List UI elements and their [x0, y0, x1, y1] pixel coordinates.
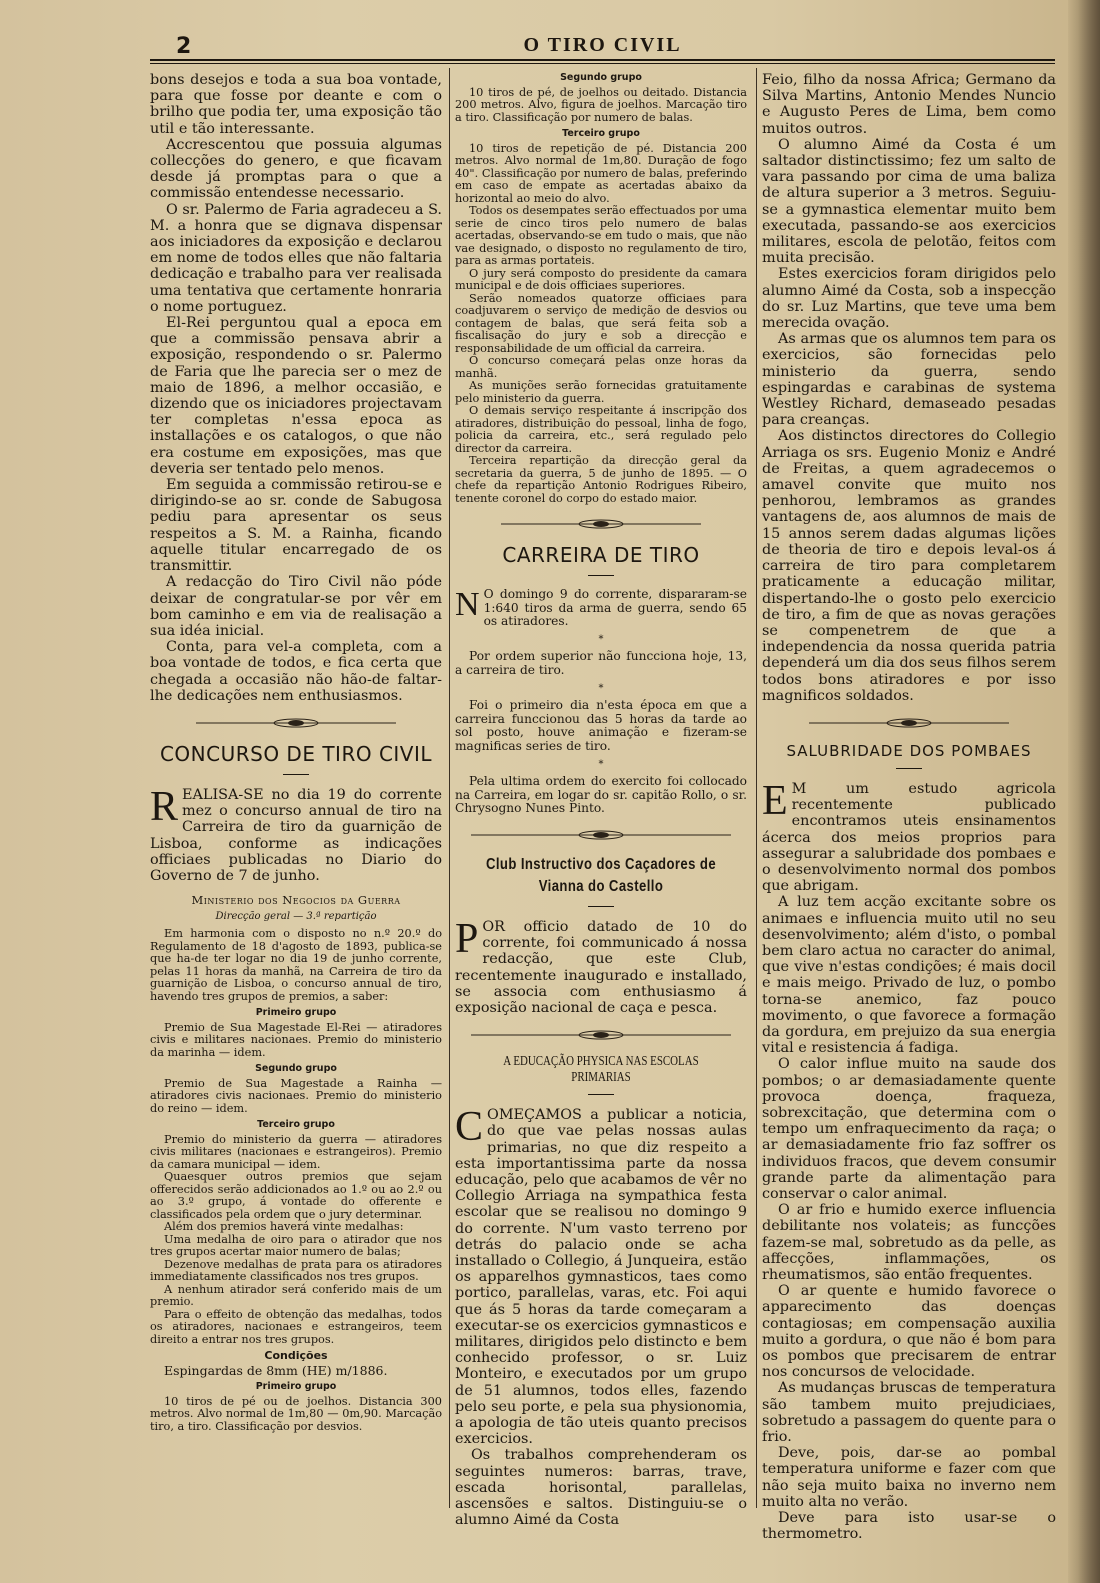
group-label: Terceiro grupo: [257, 1119, 335, 1131]
paragraph: EALISA-SE no dia 19 do corrente mez o concurso annual de tiro na Carreira de tiro da guarnição de Lisboa, conforme as indicações officiaes publicadas no Diario do Governo de 7 de junho.: [150, 786, 442, 884]
masthead: O TIRO CIVIL: [523, 34, 682, 56]
paragraph: Em seguida a commissão retirou-se e dirigindo-se ao sr. conde de Sabugosa pediu para apresentar os seus respeitos a S. M. a Rainha, ficando aquelle titular encarregado de os transmittir.: [150, 477, 442, 575]
paragraph: Deve, pois, dar-se ao pombal temperatura uniforme e fazer com que não seja muito baixa no inverno nem muito alta no verão.: [762, 1445, 1056, 1510]
carreira-notices: [455, 588, 747, 816]
paragraph: 10 tiros de pé, de joelhos ou deitado. Distancia 200 metros. Alvo, figura de joelhos. Marcação tiro a tiro. Classificação por numero de balas.: [455, 85, 747, 124]
paragraph: O ar quente e humido favorece o apparecimento das doenças contagiosas; em compensação auxilia muito a gordura, o que não é bom para os pombos que precisarem de entrar nos concursos de velocidade.: [762, 1283, 1056, 1381]
header-rule-thin: [150, 63, 1055, 64]
paragraph: A redacção do Tiro Civil não póde deixar de congratular-se por vêr em bom caminho e em via de realisação a sua idéa inicial.: [150, 574, 442, 639]
ministerio-heading: Ministerio dos Negocios da Guerra: [191, 893, 401, 908]
drop-cap: R: [150, 783, 179, 830]
paragraph: Todos os desempates serão effectuados por uma serie de cinco tiros pelo numero de balas acertadas, observando-se em tudo o mais, que não vae designado, o disposto no regulamento de tiro, para as armas portateis.: [455, 204, 747, 267]
paragraph: Os trabalhos comprehenderam os seguintes numeros: barras, trave, escada horisontal, parallelas, ascensões e saltos. Distinguiu-se o alumno Aimé da Costa: [455, 1447, 747, 1529]
group-label: Segundo grupo: [255, 1063, 337, 1075]
paragraph: Aos distinctos directores do Collegio Arriaga os srs. Eugenio Moniz e André de Freitas, a quem agradecemos o amavel convite que muito nos penhorou, lembramos as grandes vantagens de, aos alumnos de mais de 15 annos serem dadas algumas lições de theoria de tiro e depois leval-os á carreira de tiro para completarem praticamente a educação militar, dispertando-lhe o gosto pelo exercicio de tiro, a fim de que as novas gerações se compenetrem de que a independencia da nossa querida patria dependerá um dia dos seus filhos serem todos bons atiradores e por isso magnificos soldados.: [762, 428, 1056, 704]
paragraph: Dezenove medalhas de prata para os atiradores immediatamente classificados nos tres grupos.: [150, 1257, 442, 1284]
paragraph: Foi o primeiro dia n'esta época em que a carreira funccionou das 5 horas da tarde ao sol posto, houve animação e fizeram-se magnificas series de tiro.: [455, 698, 747, 753]
paragraph: Quaesquer outros premios que sejam offerecidos serão addicionados ao 1.º ou ao 2.º ou ao 3.º grupo, á vontade do offerente e classificados pela ordem que o jury determinar.: [150, 1170, 442, 1221]
paragraph: Premio do ministerio da guerra — atiradores civis militares (nacionaes e estrangeiros). Premio da camara municipal — idem.: [150, 1132, 442, 1171]
ornament-divider: [455, 1030, 747, 1044]
paragraph: M um estudo agricola recentemente publicado encontramos uteis ensinamentos ácerca dos meios proprios para assegurar a salubridade dos pombaes e o desenvolvimento normal dos pombos que abrigam.: [762, 780, 1056, 895]
paragraph: As munições serão fornecidas gratuitamente pelo ministerio da guerra.: [455, 379, 747, 405]
paragraph: Premio de Sua Magestade a Rainha — atiradores civis nacionaes. Premio do ministerio do reino — idem.: [150, 1076, 442, 1115]
salubridade-headline: SALUBRIDADE DOS POMBAES: [786, 741, 1032, 760]
group-label: Primeiro grupo: [255, 1381, 337, 1393]
paragraph: Em harmonia com o disposto no n.º 20.º do Regulamento de 18 d'agosto de 1893, publica-se que ha-de ter logar no dia 19 de junho corrente, pelas 11 horas da manhã, na Carreira de tiro da guarnição de Lisboa, o concurso annual de tiro, havendo tres grupos de premios, a saber:: [150, 927, 442, 1003]
paragraph: Além dos premios haverá vinte medalhas:: [164, 1220, 404, 1234]
column-separator: [449, 68, 450, 1508]
concurso-lead: [150, 783, 442, 884]
salubridade-article: [762, 777, 1056, 1543]
paragraph: OR officio datado de 10 do corrente, foi communicado á nossa redacção, que este Club, recentemente inaugurado e installado, se associa com enthusiasmo á exposição nacional de caça e pesca.: [455, 918, 747, 1016]
espingardas-line: Espingardas de 8mm (HE) m/1886.: [164, 1362, 388, 1378]
club-article: [455, 915, 747, 1016]
short-rule: [896, 768, 922, 769]
paragraph: Serão nomeados quatorze officiaes para coadjuvarem o serviço de medição de desvios ou contagem de balas, que será feita sob a fiscalisação do jury e sob a direcção e responsabilidade de um official da carreira.: [455, 291, 747, 355]
paragraph: Por ordem superior não funcciona hoje, 13, a carreira de tiro.: [455, 649, 747, 677]
paragraph: bons desejos e toda a sua boa vontade, para que fosse por deante e com o brilho que podia ter, uma exposição tão util e tão interessante.: [150, 72, 442, 137]
paragraph: A luz tem acção excitante sobre os animaes e influencia muito util no seu desenvolvimento; além d'isto, o pombal bem claro actua no caracter do animal, que vive n'estas condições; é mais docil e mais meigo. Privado de luz, o pombo torna-se anemico, faz pouco movimento, o que favorece a formação da gordura, em prejuizo da sua energia vital e resistencia á fadiga.: [762, 894, 1056, 1057]
page-edge-shadow: [1068, 0, 1100, 1583]
concurso-headline: CONCURSO DE TIRO CIVIL: [159, 741, 433, 766]
drop-cap: E: [762, 777, 788, 824]
paragraph: Para o effeito de obtenção das medalhas, todos os atiradores, nacionaes e estrangeiros, teem direito a entrar nos tres grupos.: [150, 1307, 442, 1346]
paragraph: Terceira repartição da direcção geral da secretaria da guerra, 5 de junho de 1895. — O chefe da repartição Antonio Rodrigues Ribeiro, tenente coronel do corpo do estado maior.: [455, 454, 747, 505]
paragraph: 10 tiros de pé ou de joelhos. Distancia 300 metros. Alvo normal de 1m,80 — 0m,90. Marcação tiro, a tiro. Classificação por desvios.: [150, 1394, 442, 1433]
page-header: [150, 34, 1055, 60]
paragraph: Accrescentou que possuia algumas collecções do genero, e que ficavam desde já promptas para o que a commissão entendesse necessario.: [150, 136, 442, 202]
carreira-headline: CARREIRA DE TIRO: [502, 543, 700, 567]
short-rule: [588, 575, 614, 576]
educacao-article: [455, 1104, 747, 1529]
star-separator: *: [598, 758, 604, 770]
star-separator: *: [598, 682, 604, 694]
column-separator: [756, 68, 757, 1508]
column-3: [762, 72, 1056, 1543]
paragraph: Deve para isto usar-se o thermometro.: [762, 1510, 1056, 1543]
short-rule: [588, 1094, 614, 1095]
paragraph: Premio de Sua Magestade El-Rei — atiradores civis e militares nacionaes. Premio do ministerio da marinha — idem.: [150, 1020, 442, 1059]
exposicao-continuation: [150, 72, 442, 704]
paragraph: El-Rei perguntou qual a epoca em que a commissão pensava abrir a exposição, respondendo o sr. Palermo de Faria que lhe parecia ser o mez de maio de 1896, a melhor occasião, e dizendo que os iniciadores projectavam ter completas n'essa epoca as installações e os catalogos, o que não era costume em exposições, mas que deveria ser tentado pelo menos.: [150, 315, 442, 477]
paragraph: 10 tiros de repetição de pé. Distancia 200 metros. Alvo normal de 1m,80. Duração de fogo 40". Classificação por numero de balas, preferindo em caso de empate as acertadas abaixo da horizontal ao meio do alvo.: [455, 141, 747, 205]
star-separator: *: [598, 633, 604, 645]
educacao-continuation: [762, 72, 1056, 704]
paragraph: O ar frio e humido exerce influencia debilitante nos volateis; as funcções fazem-se mal, sobretudo as da pelle, as affecções, inflammações, os rheumatismos, são então frequentes.: [762, 1202, 1056, 1284]
paragraph: O jury será composto do presidente da camara municipal e de dois officiaes superiores.: [455, 266, 747, 292]
paragraph: O sr. Palermo de Faria agradeceu a S. M. a honra que se dignava dispensar aos iniciadores da exposição e declarou em nome de todos elles que não faltaria dedicação e trabalho para ver realisada uma tentativa que certamente honraria o nome portuguez.: [150, 201, 442, 315]
paragraph: O alumno Aimé da Costa é um saltador distinctissimo; fez um salto de vara passando por cima de uma baliza de altura superior a 3 metros. Seguiu-se a gymnastica elementar muito bem executada, passando-se aos exercicios militares, escola de pelotão, feitos com muita precisão.: [762, 136, 1056, 267]
column-2: [455, 72, 747, 1529]
paragraph: Uma medalha de oiro para o atirador que nos tres grupos acertar maior numero de balas;: [150, 1232, 442, 1259]
drop-cap: P: [455, 915, 479, 962]
paragraph: Conta, para vel-a completa, com a boa vontade de todos, e fica certa que chegada a occasião não hão-de faltar-lhe dedicações nem enthusiasmos.: [150, 639, 442, 704]
paragraph: O demais serviço respeitante á inscripção dos atiradores, distribuição do pessoal, linha de fogo, policia da carreira, etc., será regulado pelo director da carreira.: [455, 404, 747, 455]
paragraph: O domingo 9 do corrente, dispararam-se 1:640 tiros da arma de guerra, sendo 65 os atiradores.: [483, 587, 747, 629]
ornament-divider: [150, 718, 442, 732]
paragraph: As armas que os alumnos tem para os exercicios, são fornecidas pelo ministerio da guerra, sendo espingardas e carabinas de systema Westley Richard, demaseado pesadas para creanças.: [762, 331, 1056, 429]
paragraph: O calor influe muito na saude dos pombos; o ar demasiadamente quente provoca doença, fraqueza, sobrexcitação, que determina com o tempo um enfraquecimento da raça; o ar demasiadamente frio faz soffrer os individuos fracos, que devem consumir grande parte da alimentação para conservar o calor animal.: [762, 1056, 1056, 1202]
short-rule: [283, 774, 309, 775]
direccao-subheading: Direcção geral — 3.ª repartição: [215, 911, 377, 923]
drop-cap: N: [455, 586, 480, 623]
paragraph: O concurso começará pelas onze horas da manhã.: [455, 354, 747, 380]
drop-cap: C: [455, 1104, 484, 1151]
ornament-divider: [455, 830, 747, 844]
ornament-divider: [762, 718, 1056, 732]
condicoes-heading: Condições: [264, 1349, 328, 1363]
paragraph: As mudanças bruscas de temperatura são tambem muito prejudiciaes, sobretudo a passagem do quente para o frio.: [762, 1380, 1056, 1446]
paragraph: Pela ultima ordem do exercito foi collocado na Carreira, em logar do sr. capitão Rollo, o sr. Chrysogno Nunes Pinto.: [455, 774, 747, 816]
ornament-divider: [455, 519, 747, 533]
column-1: [150, 72, 442, 1522]
group-label: Segundo grupo: [560, 72, 642, 83]
page-number: 2: [176, 34, 192, 59]
educacao-headline: A EDUCAÇÃO PHYSICA NAS ESCOLAS PRIMARIAS: [503, 1054, 699, 1086]
paragraph: A nenhum atirador será conferido mais de um premio.: [150, 1282, 442, 1309]
group-label: Primeiro grupo: [255, 1007, 337, 1019]
paragraph: Estes exercicios foram dirigidos pelo alumno Aimé da Costa, sob a inspecção do sr. Luz Martins, que teve uma bem merecida ovação.: [762, 266, 1056, 332]
short-rule: [588, 906, 614, 907]
paragraph: Feio, filho da nossa Africa; Germano da Silva Martins, Antonio Mendes Nuncio e Augusto Peres de Lima, bem como muitos outros.: [762, 72, 1056, 137]
group-label: Terceiro grupo: [562, 128, 640, 139]
concurso-continuation: [455, 72, 747, 505]
concurso-rules: [150, 928, 442, 1433]
club-headline: Club Instructivo dos Caçadores de Vianna do Castello: [485, 855, 717, 895]
paragraph: OMEÇAMOS a publicar a noticia, do que vae pelas nossas aulas primarias, no que diz respeito a esta importantissima parte da nossa educação, pelo que acabamos de vêr no Collegio Arriaga na sympathica festa escolar que se realisou no domingo 9 do corrente. N'um vasto terreno por detrás do palacio onde se acha installado o Collegio, á Junqueira, estão os apparelhos gymnasticos, taes como portico, parallelas, varas, etc. Foi aqui que ás 5 horas da tarde começaram a executar-se os exercicios gymnasticos e militares, dirigidos pelo distincto e bem conhecido professor, o sr. Luiz Monteiro, e executados por um grupo de 51 alumnos, todos elles, fazendo pelo seu porte, e pela sua physionomia, a apologia de tão uteis quanto precisos exercicios.: [455, 1107, 747, 1448]
header-rule: [150, 59, 1055, 61]
